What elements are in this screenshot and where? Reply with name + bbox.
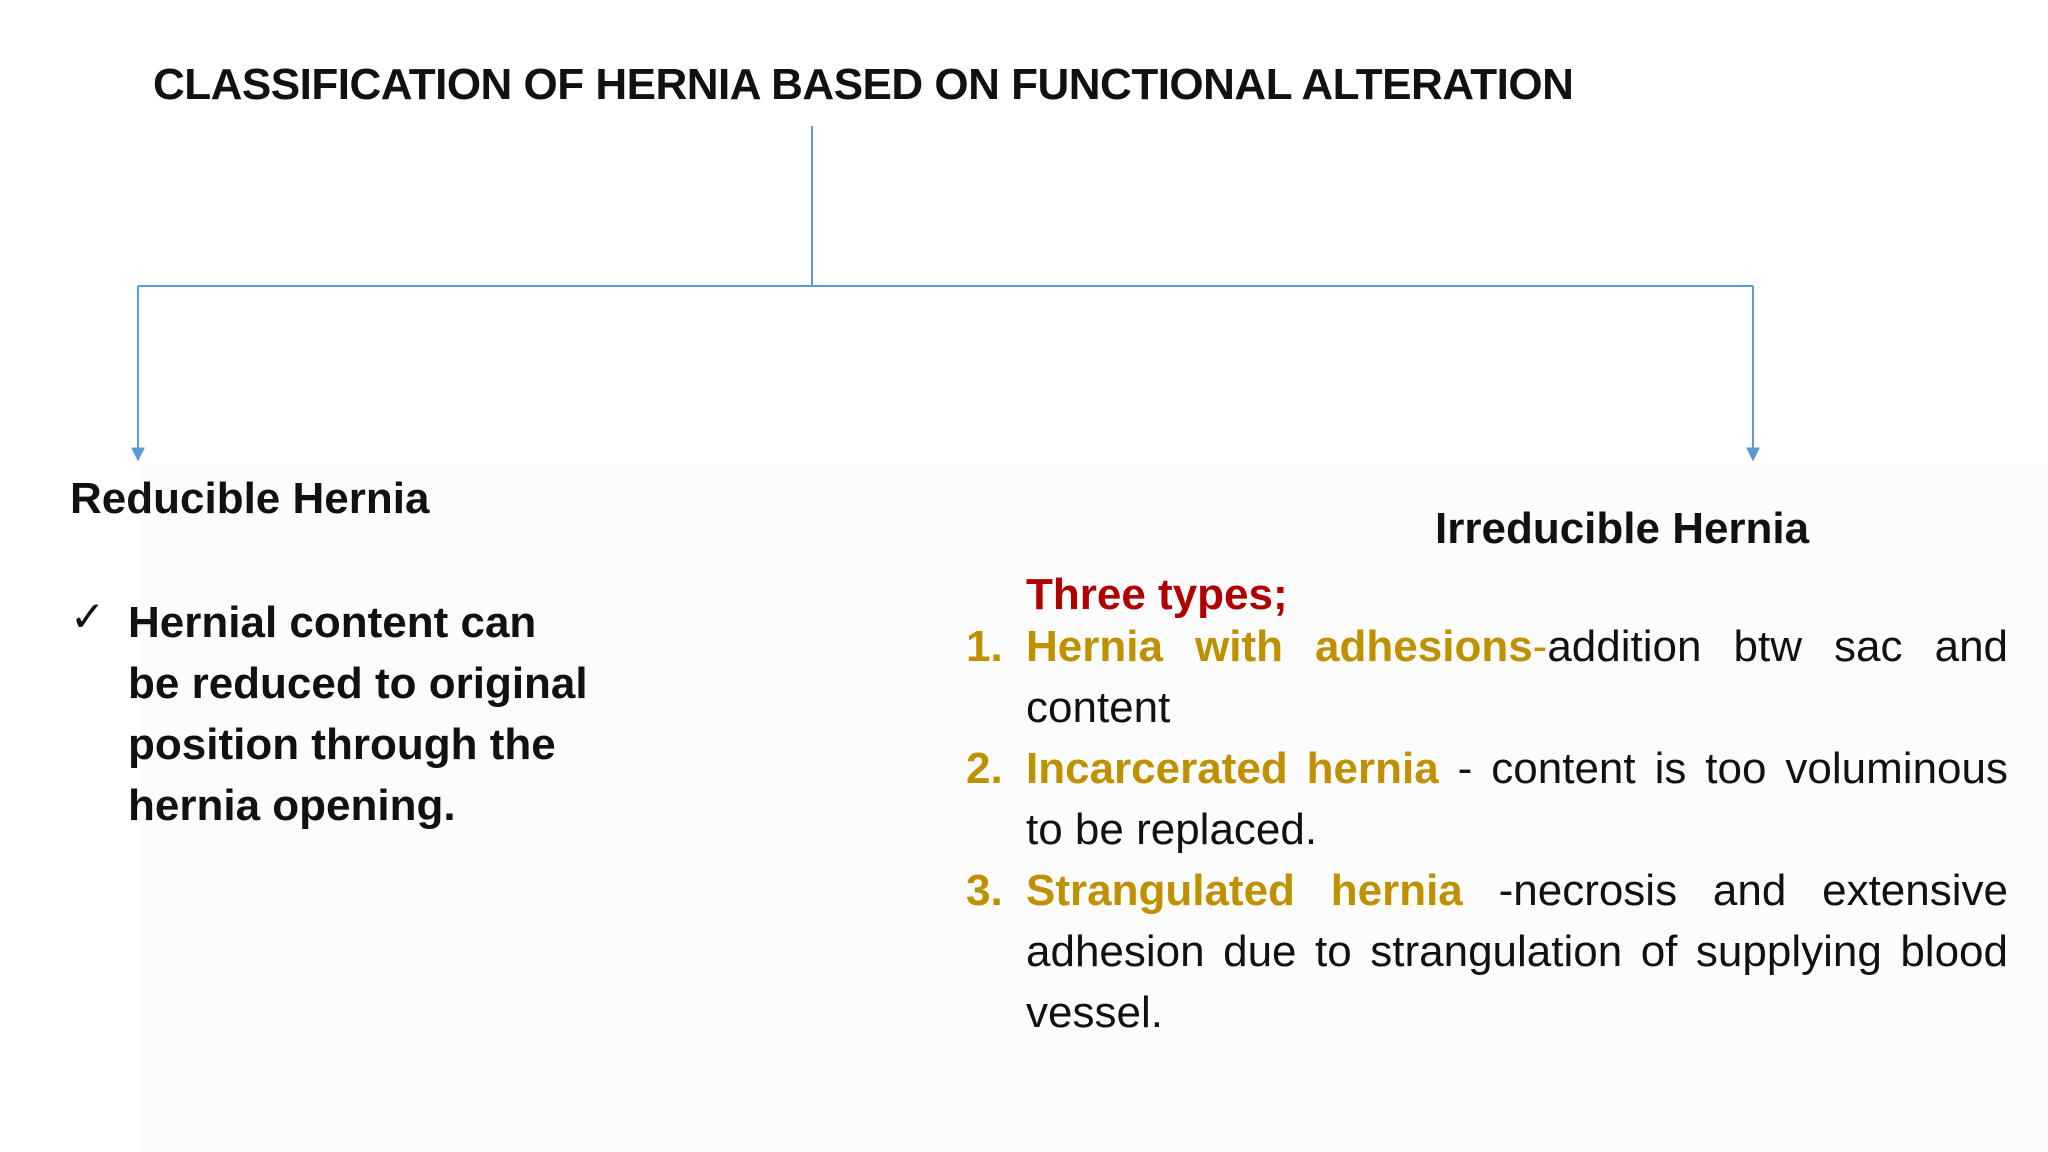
irreducible-hernia-heading: Irreducible Hernia: [1435, 504, 1810, 553]
type-separator: -: [1532, 622, 1548, 671]
check-mark-icon: ✓: [70, 592, 106, 641]
list-item: [966, 860, 2008, 1043]
list-number: 3.: [966, 866, 1003, 915]
list-item: [966, 616, 2008, 738]
type-description: - content is too voluminous to be replaced.: [1026, 744, 2008, 854]
type-name: Strangulated hernia: [1026, 866, 1463, 915]
list-number: 1.: [966, 622, 1003, 671]
type-description: -necrosis and extensive adhesion due to strangulation of supplying blood vessel.: [1026, 866, 2008, 1037]
type-name: Incarcerated hernia: [1026, 744, 1439, 793]
three-types-subheading: Three types;: [1026, 570, 1288, 619]
irreducible-types-list: [966, 616, 2008, 1043]
list-item: [966, 738, 2008, 860]
type-name: Hernia with adhesions: [1026, 622, 1533, 671]
slide-title: CLASSIFICATION OF HERNIA BASED ON FUNCTIONAL ALTERATION: [153, 60, 1574, 109]
type-description: addition btw sac and content: [1026, 622, 2009, 732]
list-number: 2.: [966, 744, 1003, 793]
reducible-hernia-description: Hernial content can be reduced to original position through the hernia opening.: [128, 598, 588, 830]
reducible-hernia-heading: Reducible Hernia: [70, 474, 430, 523]
